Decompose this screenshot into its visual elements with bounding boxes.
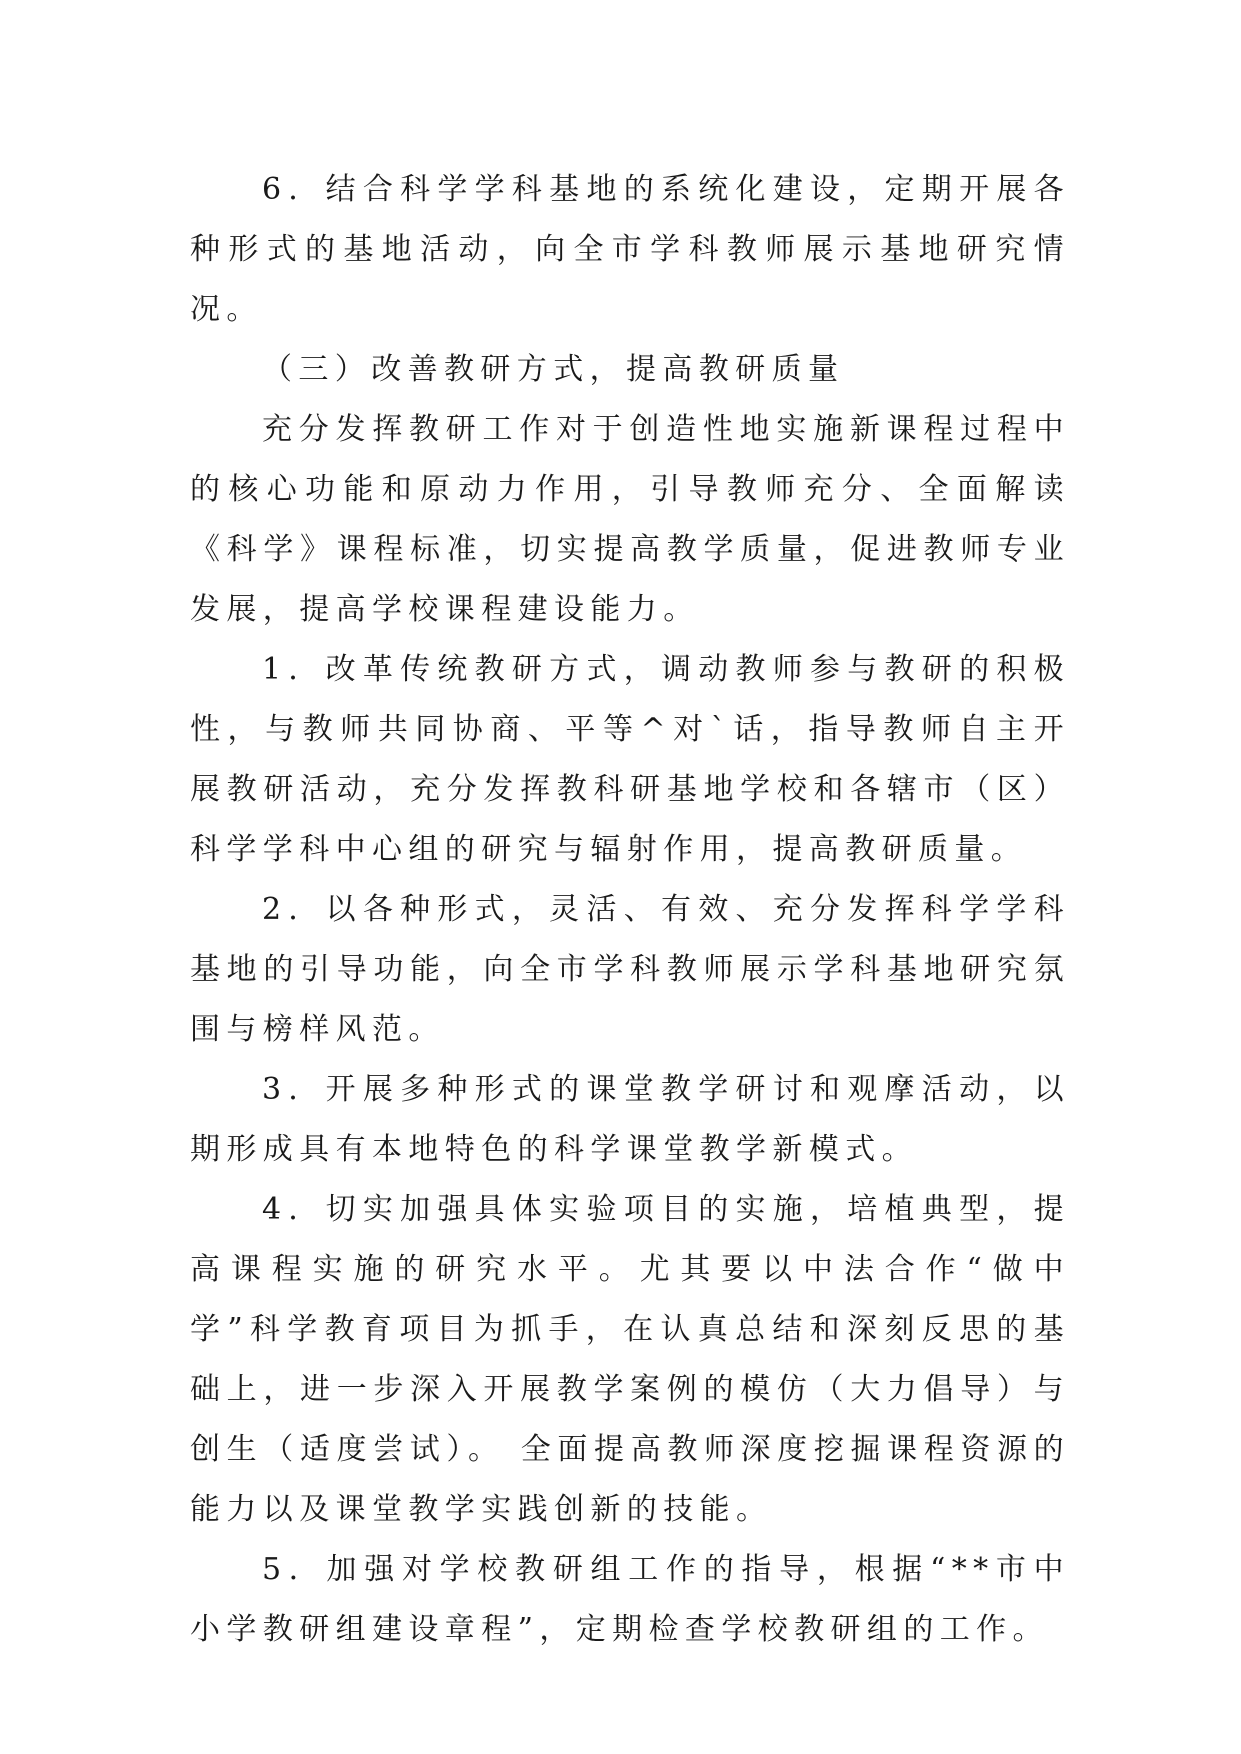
item-1-paragraph: 1．改革传统教研方式，调动教师参与教研的积极性，与教师共同协商、平等^对`话，指导教师自主开展教研活动，充分发挥教科研基地学校和各辖市（区）科学学科中心组的研究与辐射作用，提高教研质量。 [190,652,1070,867]
section-heading-3: （三）改善教研方式，提高教研质量 [262,352,845,387]
item-6-paragraph: 6．结合科学学科基地的系统化建设，定期开展各种形式的基地活动，向全市学科教师展示基地研究情况。 [190,172,1070,327]
item-5-paragraph: 5．加强对学校教研组工作的指导，根据“**市中小学教研组建设章程”，定期检查学校教研组的工作。 [190,1552,1070,1647]
item-3-paragraph: 3．开展多种形式的课堂教学研讨和观摩活动，以期形成具有本地特色的科学课堂教学新模式。 [190,1072,1070,1167]
section-intro-paragraph: 充分发挥教研工作对于创造性地实施新课程过程中的核心功能和原动力作用，引导教师充分、全面解读《科学》课程标准，切实提高教学质量，促进教师专业发展，提高学校课程建设能力。 [190,412,1070,627]
item-4-paragraph: 4．切实加强具体实验项目的实施，培植典型，提高课程实施的研究水平。尤其要以中法合作“做中学”科学教育项目为抓手，在认真总结和深刻反思的基础上，进一步深入开展教学案例的模仿（大力倡导）与创生（适度尝试）。 全面提高教师深度挖掘课程资源的能力以及课堂教学实践创新的技能。 [190,1192,1070,1527]
item-2-paragraph: 2．以各种形式，灵活、有效、充分发挥科学学科基地的引导功能，向全市学科教师展示学科基地研究氛围与榜样风范。 [190,892,1070,1047]
document-body [190,160,1070,1660]
